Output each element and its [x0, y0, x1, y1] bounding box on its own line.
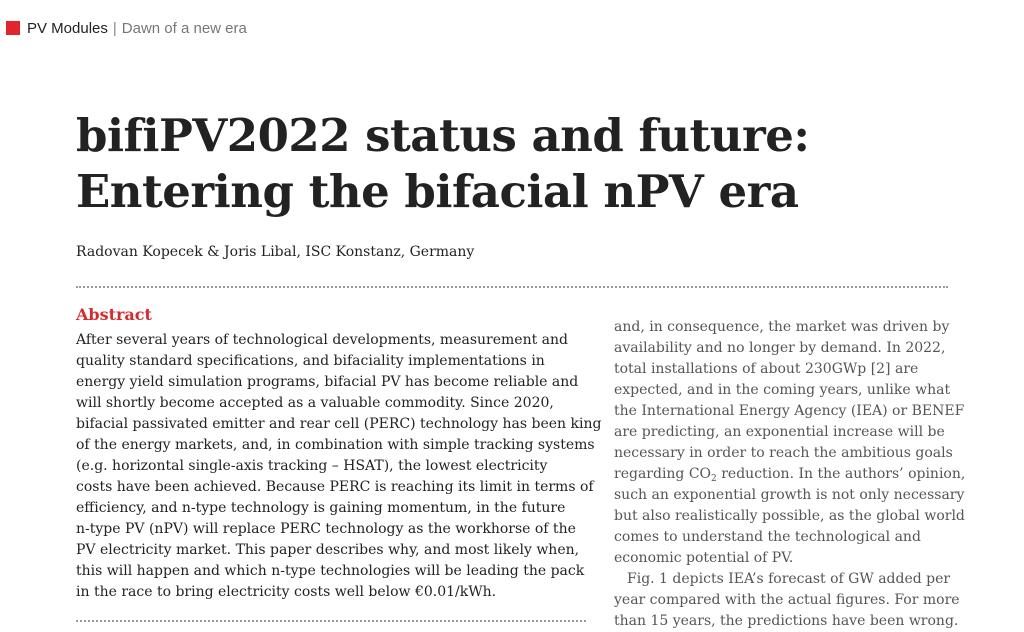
abstract-line: After several years of technological developments, measurement and	[76, 332, 568, 348]
abstract-body	[76, 330, 602, 603]
section-separator: |	[112, 19, 117, 37]
body-line: than 15 years, the predictions have been wrong.	[614, 613, 959, 629]
body-line: comes to understand the technological and	[614, 529, 921, 545]
abstract-line: energy yield simulation programs, bifacial PV has become reliable and	[76, 374, 579, 390]
title-line-1: bifiPV2022 status and future:	[76, 109, 810, 162]
body-line-co2	[614, 464, 974, 485]
body-line: are predicting, an exponential increase will be	[614, 424, 945, 440]
abstract-line: costs have been achieved. Because PERC is reaching its limit in terms of	[76, 479, 594, 495]
title-line-2: Entering the bifacial nPV era	[76, 165, 799, 218]
dotted-divider-top	[76, 286, 948, 288]
body-line: expected, and in the coming years, unlike what	[614, 382, 951, 398]
section-name: PV Modules	[27, 19, 108, 37]
body-line: availability and no longer by demand. In 2022,	[614, 340, 946, 356]
body-line: but also realistically possible, as the global world	[614, 508, 965, 524]
abstract-line: n-type PV (nPV) will replace PERC technology as the workhorse of the	[76, 521, 576, 537]
co2-suffix: reduction. In the authors’ opinion,	[716, 466, 966, 482]
co2-subscript: 2	[711, 474, 717, 484]
body-line: economic potential of PV.	[614, 550, 794, 566]
abstract-line: bifacial passivated emitter and rear cell (PERC) technology has been king	[76, 416, 602, 432]
body-line: year compared with the actual figures. For more	[614, 592, 960, 608]
section-subtitle: Dawn of a new era	[121, 19, 247, 37]
abstract-line: quality standard specifications, and bifaciality implementations in	[76, 353, 545, 369]
abstract-line: of the energy markets, and, in combination with simple tracking systems	[76, 437, 595, 453]
dotted-divider-bottom	[76, 620, 586, 622]
body-line: Fig. 1 depicts IEA’s forecast of GW added per	[627, 571, 951, 587]
article-title	[76, 108, 956, 220]
abstract-heading: Abstract	[76, 305, 152, 324]
co2-prefix: regarding CO	[614, 466, 712, 482]
abstract-line: will shortly become accepted as a valuable commodity. Since 2020,	[76, 395, 554, 411]
section-marker	[6, 21, 20, 35]
body-line: the International Energy Agency (IEA) or BENEF	[614, 403, 965, 419]
body-text-column	[614, 317, 974, 632]
abstract-line: in the race to bring electricity costs well below €0.01/kWh.	[76, 584, 497, 600]
body-line: necessary in order to reach the ambitious goals	[614, 445, 953, 461]
body-line: total installations of about 230GWp [2] are	[614, 361, 919, 377]
section-header	[6, 18, 247, 38]
abstract-line: efficiency, and n-type technology is gaining momentum, in the future	[76, 500, 566, 516]
abstract-line: (e.g. horizontal single-axis tracking – HSAT), the lowest electricity	[76, 458, 548, 474]
body-line: such an exponential growth is not only necessary	[614, 487, 965, 503]
abstract-line: PV electricity market. This paper describes why, and most likely when,	[76, 542, 580, 558]
body-line: and, in consequence, the market was driven by	[614, 319, 950, 335]
abstract-line: this will happen and which n-type technologies will be leading the pack	[76, 563, 585, 579]
article-authors: Radovan Kopecek & Joris Libal, ISC Konstanz, Germany	[76, 244, 475, 260]
